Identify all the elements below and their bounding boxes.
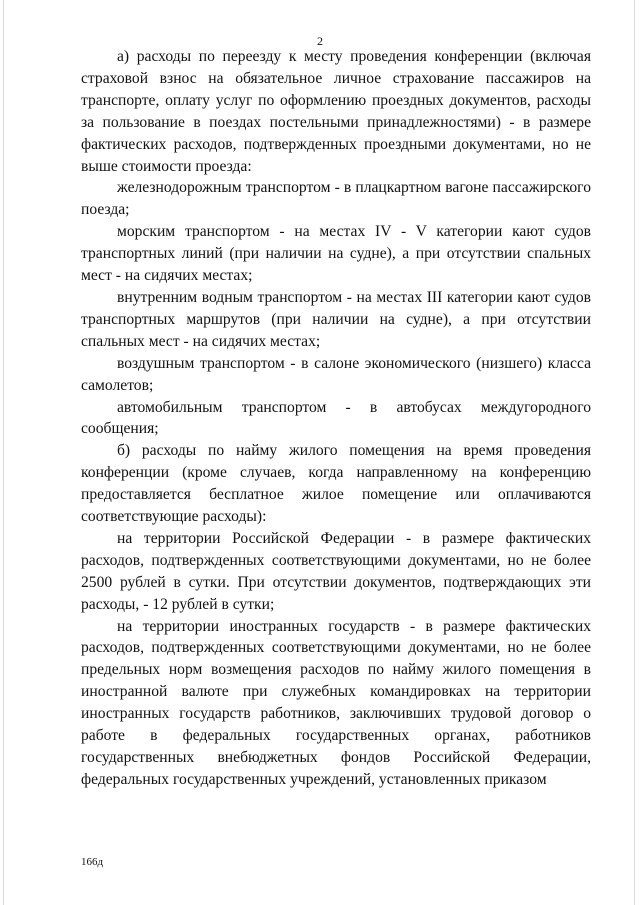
- paragraph-inland-water: внутренним водным транспортом - на местах III категории кают судов транспортных маршрутов (при наличии на судне), а при отсутствии спальных мест - на сидячих местах;: [81, 288, 591, 350]
- paragraph-accommodation: б) расходы по найму жилого помещения на время проведения конференции (кроме случаев, когда направленному на конференцию предоставляется бесплатное жилое помещение или оплачиваются соответствующие расходы):: [81, 442, 591, 526]
- page-number: 2: [317, 34, 323, 48]
- paragraph-air: воздушным транспортом - в салоне экономического (низшего) класса самолетов;: [81, 354, 591, 394]
- paragraph-foreign: на территории иностранных государств - в размере фактических расходов, подтвержденных соответствующими документами, но не более предельных норм возмещения расходов по найму жилого помещения в иностранной валюте при служебных командировках на территории иностранных государств работников, заключивших трудовой договор о работе в федеральных государственных органах, работников государственных внебюджетных фондов Российской Федерации, федеральных государственных учреждений, установленных приказом: [81, 617, 591, 788]
- paragraph-travel-expenses: а) расходы по переезду к месту проведения конференции (включая страховой взнос на обязательное личное страхование пассажиров на транспорте, оплату услуг по оформлению проездных документов, расходы за пользование в поездах постельными принадлежностями) - в размере фактических расходов, подтвержденных проездными документами, но не выше стоимости проезда:: [81, 48, 591, 175]
- paragraph-railway: железнодорожным транспортом - в плацкартном вагоне пассажирского поезда;: [81, 179, 591, 219]
- scan-edge-right: [634, 0, 635, 905]
- document-code: 166д: [81, 856, 104, 868]
- paragraph-road: автомобильным транспортом - в автобусах междугородного сообщения;: [81, 398, 591, 438]
- paragraph-sea: морским транспортом - на местах IV - V категории кают судов транспортных линий (при наличии на судне), а при отсутствии спальных мест - на сидячих местах;: [81, 223, 591, 285]
- body-text: [81, 46, 591, 791]
- scan-edge-left: [3, 0, 4, 905]
- paragraph-russia: на территории Российской Федерации - в размере фактических расходов, подтвержденных соответствующими документами, но не более 2500 рублей в сутки. При отсутствии документов, подтверждающих эти расходы, - 12 рублей в сутки;: [81, 529, 591, 613]
